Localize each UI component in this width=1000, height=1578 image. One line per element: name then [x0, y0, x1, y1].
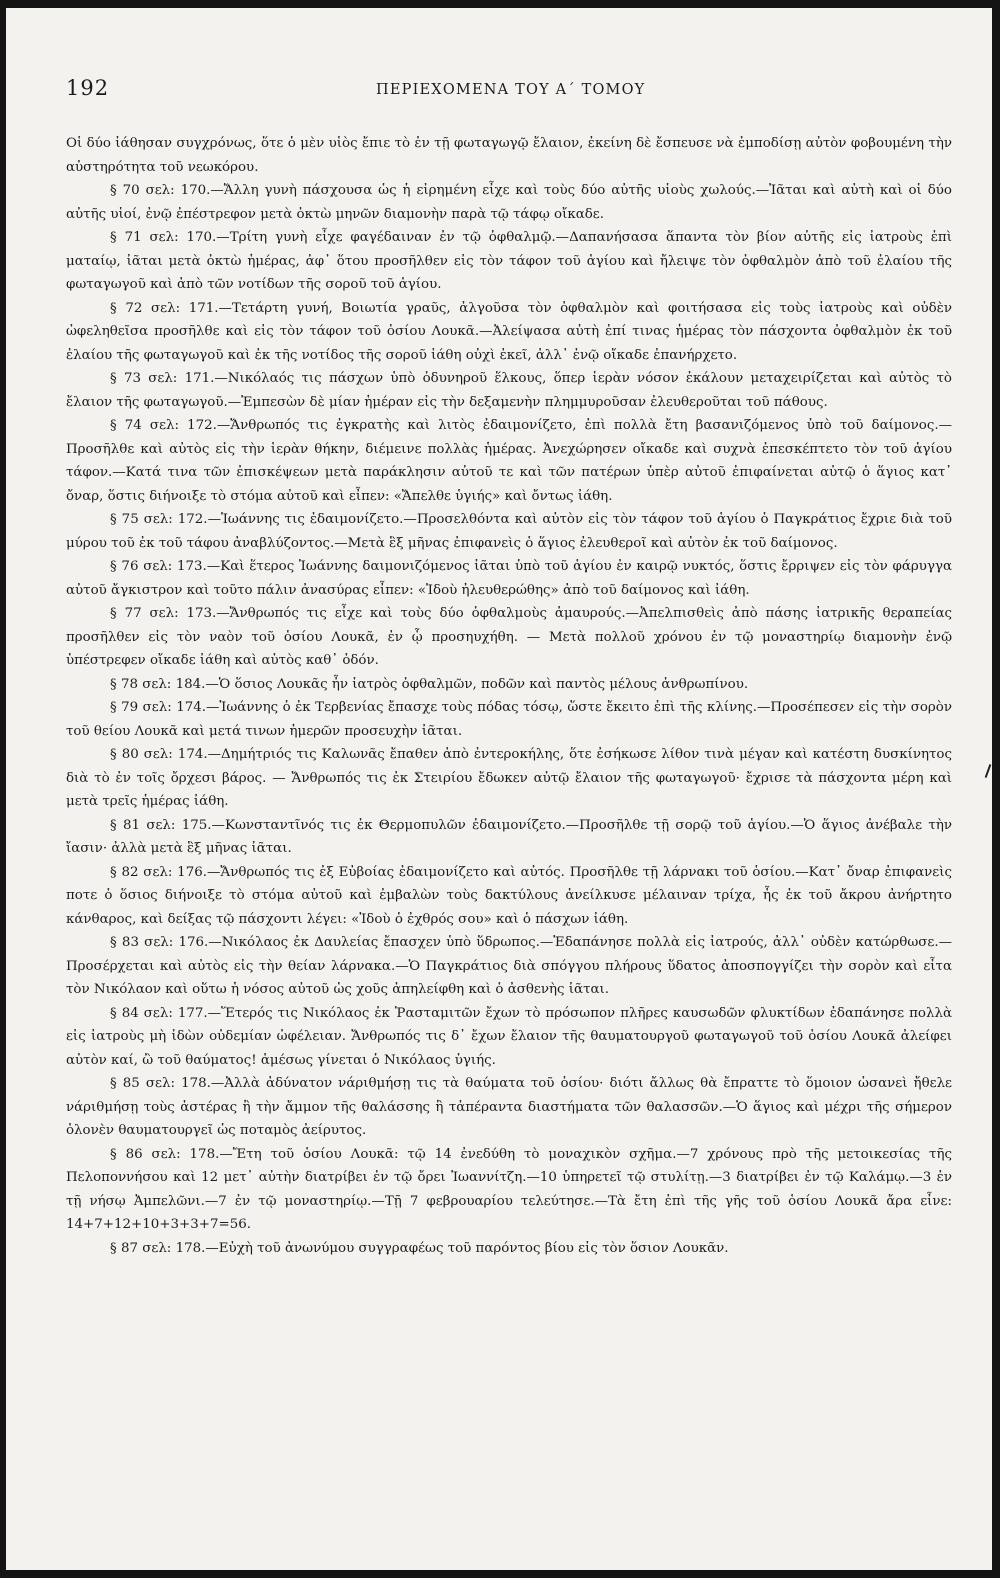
paragraph-75: § 75 σελ: 172.—Ἰωάννης τις ἐδαιμονίζετο.—Προσελθόντα καὶ αὐτὸν εἰς τὸν τάφον τοῦ ἁγίου ὁ Παγκράτιος ἔχριε διὰ τοῦ μύρου τοῦ ἐκ τοῦ τάφου ἀναβλύζοντος.—Μετὰ ἓξ μῆνας ἐπιφανεὶς ὁ ἅγιος ἐλευθεροῖ καὶ αὐτὸν ἐκ τοῦ δαίμονος. [66, 512, 952, 551]
paragraph-82: § 82 σελ: 176.—Ἄνθρωπός τις ἐξ Εὐβοίας ἐδαιμονίζετο καὶ αὐτός. Προσῆλθε τῇ λάρνακι τοῦ ὁσίου.—Κατ᾽ ὄναρ ἐπιφανεὶς ποτε ὁ ὅσιος διήνοιξε τὸ στόμα αὐτοῦ καὶ ἐμβαλὼν τοὺς δακτύλους ἀνείλκυσε μέλαιναν τρίχα, ἧς ἐκ τοῦ ἄκρου ἀνήρτητο κάνθαρος, καὶ δείξας τῷ πάσχοντι λέγει: «Ἰδοὺ ὁ ἐχθρός σου» καὶ ὁ πάσχων ἰάθη. [66, 864, 952, 927]
book-page [6, 8, 992, 1570]
page-number: 192 [66, 76, 110, 100]
page-header [66, 76, 952, 106]
paragraph-73: § 73 σελ: 171.—Νικόλαός τις πάσχων ὑπὸ ὀδυνηροῦ ἕλκους, ὅπερ ἱερὰν νόσον ἐκάλουν μεταχειρίζεται καὶ αὐτὸς τὸ ἔλαιον τῆς φωταγωγοῦ.—Ἐμπεσὼν δὲ μίαν ἡμέραν εἰς τὴν δεξαμενὴν πλημμυροῦσαν ἐλευθεροῦται τοῦ πάθους. [66, 371, 952, 410]
paragraph-84: § 84 σελ: 177.—Ἕτερός τις Νικόλαος ἐκ Ῥασταμιτῶν ἔχων τὸ πρόσωπον πλῆρες καυσωδῶν φλυκτίδων ἐδαπάνησε πολλὰ εἰς ἰατροὺς μὴ ἰδὼν οὐδεμίαν ὠφέλειαν. Ἄνθρωπός τις δ᾽ ἔχων ἔλαιον τῆς θαυματουργοῦ φωταγωγοῦ τοῦ ὁσίου Λουκᾶ ἀλείφει αὐτὸν καί, ὢ τοῦ θαύματος! ἀμέσως γίνεται ὁ Νικόλαος ὑγιής. [66, 1005, 952, 1068]
page-body [66, 132, 952, 1260]
paragraph-87: § 87 σελ: 178.—Εὐχὴ τοῦ ἀνωνύμου συγγραφέως τοῦ παρόντος βίου εἰς τὸν ὅσιον Λουκᾶν. [110, 1240, 729, 1256]
paragraph-81: § 81 σελ: 175.—Κωνσταντῖνός τις ἐκ Θερμοπυλῶν ἐδαιμονίζετο.—Προσῆλθε τῇ σορῷ τοῦ ἁγίου.—Ὁ ἅγιος ἀνέβαλε τὴν ἴασιν· ἀλλὰ μετὰ ἓξ μῆνας ἰᾶται. [66, 817, 952, 856]
paragraph-72: § 72 σελ: 171.—Τετάρτη γυνή, Βοιωτία γραῦς, ἀλγοῦσα τὸν ὀφθαλμὸν καὶ φοιτήσασα εἰς τοὺς ἰατροὺς καὶ οὐδὲν ὠφεληθεῖσα προσῆλθε καὶ εἰς τὸν τάφον τοῦ ὁσίου Λουκᾶ.—Ἀλείψασα αὐτὴ ἐπί τινας ἡμέρας τὸν πάσχοντα ὀφθαλμὸν ἐκ τοῦ ἐλαίου τῆς φωταγωγοῦ καὶ ἐκ τῆς νοτίδος τῆς σοροῦ ἰάθη οὐχὶ ἐκεῖ, ἀλλ᾽ ἐνῷ οἴκαδε ἐπανήρχετο. [66, 300, 952, 363]
paragraph-79: § 79 σελ: 174.—Ἰωάννης ὁ ἐκ Τερβενίας ἔπασχε τοὺς πόδας τόσῳ, ὥστε ἔκειτο ἐπὶ τῆς κλίνης.—Προσέπεσεν εἰς τὴν σορὸν τοῦ θείου Λουκᾶ καὶ μετά τινων ἡμερῶν προσευχὴν ἰᾶται. [66, 700, 952, 739]
paragraph-76: § 76 σελ: 173.—Καὶ ἕτερος Ἰωάννης δαιμονιζόμενος ἰᾶται ὑπὸ τοῦ ἁγίου ἐν καιρῷ νυκτός, ὅστις ἔρριψεν εἰς τὸν φάρυγγα αὐτοῦ ἄγκιστρον καὶ τοῦτο πάλιν ἀνασύρας εἶπεν: «Ἰδοὺ ἠλευθερώθης» ἀπὸ τοῦ δαίμονος καὶ ἰάθη. [66, 559, 952, 598]
paragraph-83: § 83 σελ: 176.—Νικόλαος ἐκ Δαυλείας ἔπασχεν ὑπὸ ὕδρωπος.—Ἐδαπάνησε πολλὰ εἰς ἰατρούς, ἀλλ᾽ οὐδὲν κατώρθωσε.—Προσέρχεται καὶ αὐτὸς εἰς τὴν θείαν λάρνακα.—Ὁ Παγκράτιος διὰ σπόγγου πλήρους ὕδατος ἀποσπογγίζει τὴν σορὸν καὶ εἶτα τὸν Νικόλαον καὶ οὕτω ἡ νόσος αὐτοῦ ὡς χοῦς ἀπηλείφθη καὶ ὁ ἀσθενὴς ἰᾶται. [66, 935, 952, 997]
scan-mark [985, 764, 992, 778]
paragraph-77: § 77 σελ: 173.—Ἄνθρωπός τις εἶχε καὶ τοὺς δύο ὀφθαλμοὺς ἀμαυρούς.—Ἀπελπισθεὶς ἀπὸ πάσης ἰατρικῆς θεραπείας προσῆλθεν εἰς τὸν ναὸν τοῦ ὁσίου Λουκᾶ, ἐν ᾧ προσηυχήθη. — Μετὰ πολλοῦ χρόνου ἐν τῷ μοναστηρίῳ διαμονὴν ἐνῷ ὑπέστρεφεν οἴκαδε ἰάθη καὶ αὐτὸς καθ᾽ ὁδόν. [66, 606, 952, 668]
paragraph-85: § 85 σελ: 178.—Ἀλλὰ ἀδύνατον νάριθμήσῃ τις τὰ θαύματα τοῦ ὁσίου· διότι ἄλλως θὰ ἔπραττε τὸ ὅμοιον ὡσανεὶ ἤθελε νάριθμήσῃ τοὺς ἀστέρας ἢ τὴν ἄμμον τῆς θαλάσσης ἢ τἀπέραντα διαστήματα τῶν θαλασσῶν.—Ὁ ἅγιος καὶ μέχρι τῆς σήμερον ὁλονὲν θαυματουργεῖ ὡς ποταμὸς ἀείρυτος. [66, 1076, 952, 1138]
paragraph-86: § 86 σελ: 178.—Ἔτη τοῦ ὁσίου Λουκᾶ: τῷ 14 ἐνεδύθη τὸ μοναχικὸν σχῆμα.—7 χρόνους πρὸ τῆς μετοικεσίας τῆς Πελοποννήσου καὶ 12 μετ᾽ αὐτὴν διατρίβει ἐν τῷ ὄρει Ἰωαννίτζη.—10 ὑπηρετεῖ τῷ στυλίτῃ.—3 διατρίβει ἐν τῷ Καλάμῳ.—3 ἐν τῇ νήσῳ Ἀμπελῶνι.—7 ἐν τῷ μοναστηρίῳ.—Τῇ 7 φεβρουαρίου τελεύτησε.—Τὰ ἔτη ἐπὶ τῆς γῆς τοῦ ὁσίου Λουκᾶ ἄρα εἶνε: 14+7+12+10+3+3+7=56. [66, 1146, 952, 1232]
paragraph-70: § 70 σελ: 170.—Ἄλλη γυνὴ πάσχουσα ὡς ἡ εἰρημένη εἶχε καὶ τοὺς δύο αὐτῆς υἱοὺς χωλούς.—Ἰᾶται καὶ αὐτὴ καὶ οἱ δύο αὐτῆς υἱοί, ἐνῷ ἐπέστρεφον μετὰ ὀκτὼ μηνῶν διαμονὴν παρὰ τῷ τάφῳ οἴκαδε. [66, 183, 952, 222]
paragraph-74: § 74 σελ: 172.—Ἄνθρωπός τις ἐγκρατὴς καὶ λιτὸς ἐδαιμονίζετο, ἐπὶ πολλὰ ἔτη βασανιζόμενος ὑπὸ τοῦ δαίμονος.—Προσῆλθε καὶ αὐτὸς εἰς τὴν ἱερὰν θήκην, διέμεινε πολλὰς ἡμέρας. Ἀνεχώρησεν οἴκαδε καὶ συχνὰ ἐπεσκέπτετο τὸν τοῦ ἁγίου τάφον.—Κατά τινα τῶν ἐπισκέψεων μετὰ παράκλησιν αὐτοῦ τε καὶ τῶν πατέρων ὑπὲρ αὐτοῦ ἐπιφαίνεται αὐτῷ ὁ ἅγιος κατ᾽ ὄναρ, ὅστις διήνοιξε τὸ στόμα αὐτοῦ καὶ εἶπεν: «Ἄπελθε ὑγιής» καὶ ὄντως ἰάθη. [66, 418, 952, 504]
paragraph-intro: Οἱ δύο ἰάθησαν συγχρόνως, ὅτε ὁ μὲν υἱὸς ἔπιε τὸ ἐν τῇ φωταγωγῷ ἔλαιον, ἐκείνη δὲ ἔσπευσε νὰ ἐμποδίσῃ αὐτὸν φοβουμένη τὴν αὐστηρότητα τοῦ νεωκόρου. [66, 136, 952, 175]
running-head: ΠΕΡΙΕΧΟΜΕΝΑ ΤΟΥ Α΄ ΤΟΜΟΥ [376, 82, 646, 98]
paragraph-78: § 78 σελ: 184.—Ὁ ὅσιος Λουκᾶς ἦν ἰατρὸς ὀφθαλμῶν, ποδῶν καὶ παντὸς μέλους ἀνθρωπίνου. [110, 676, 749, 692]
paragraph-80: § 80 σελ: 174.—Δημήτριός τις Καλωνᾶς ἔπαθεν ἀπὸ ἐντεροκήλης, ὅτε ἐσήκωσε λίθον τινὰ μέγαν καὶ κατέστη δυσκίνητος διὰ τὸ ἐν τοῖς ὄρχεσι βάρος. — Ἄνθρωπός τις ἐκ Στειρίου ἔδωκεν αὐτῷ ἔλαιον τῆς φωταγωγοῦ· ἔχρισε τὰ πάσχοντα μέρη καὶ μετὰ τρεῖς ἡμέρας ἰάθη. [66, 747, 952, 809]
paragraph-71: § 71 σελ: 170.—Τρίτη γυνὴ εἶχε φαγέδαιναν ἐν τῷ ὀφθαλμῷ.—Δαπανήσασα ἅπαντα τὸν βίον αὐτῆς εἰς ἰατροὺς ἐπὶ ματαίῳ, ἰᾶται μετὰ ὀκτὼ ἡμέρας, ἀφ᾽ ὅτου προσῆλθεν εἰς τὸν τάφον τοῦ ἁγίου καὶ ἤλειψε τὸν ὀφθαλμὸν ἀπὸ τοῦ ἐλαίου τῆς φωταγωγοῦ καὶ ἀπὸ τῶν νοτίδων τῆς σοροῦ τοῦ ἁγίου. [66, 230, 952, 292]
